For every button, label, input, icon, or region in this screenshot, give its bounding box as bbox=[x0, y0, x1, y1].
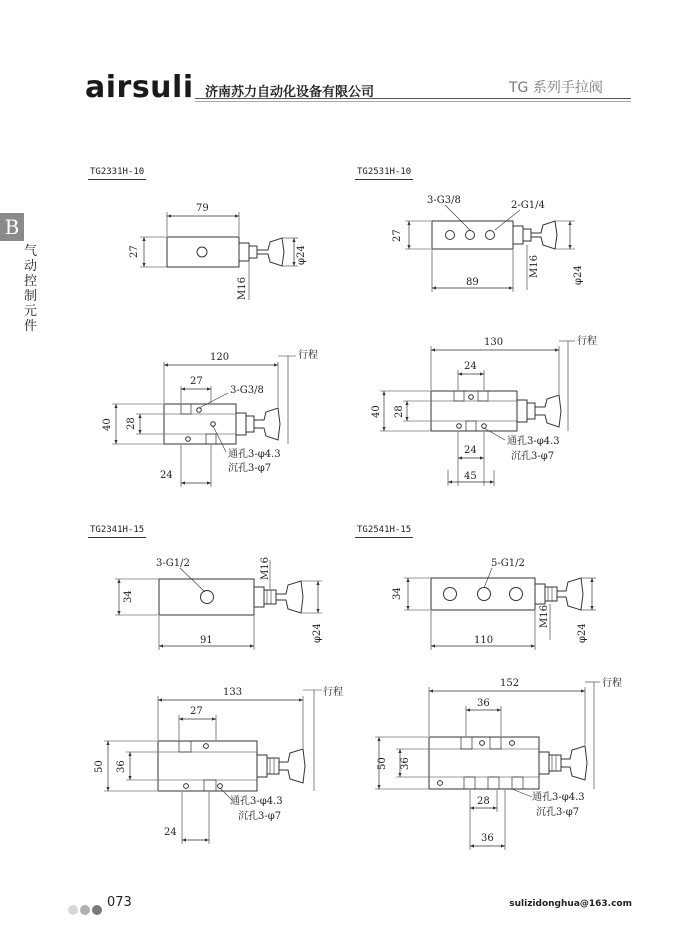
contact-email: sulizidonghua@163.com bbox=[509, 899, 632, 909]
dim-label: 沉孔3-φ7 bbox=[511, 451, 555, 462]
page-number: 073 bbox=[107, 895, 132, 910]
dim-label: 45 bbox=[464, 471, 477, 482]
dim-label: 行程 bbox=[602, 678, 622, 689]
dim-label: 130 bbox=[484, 337, 504, 348]
dim-label: 行程 bbox=[323, 687, 343, 698]
dim-label: 3-G1/2 bbox=[156, 558, 190, 569]
footer-dot-mid bbox=[80, 905, 90, 915]
dim-label: 110 bbox=[474, 635, 494, 646]
dim-label: 27 bbox=[392, 229, 403, 242]
dim-label: 36 bbox=[477, 698, 490, 709]
section-tab-text: 气动控制元件 bbox=[24, 244, 38, 334]
dim-label: M16 bbox=[529, 255, 540, 278]
dim-label: φ24 bbox=[296, 245, 307, 265]
dim-label: φ24 bbox=[577, 623, 588, 643]
dim-label: 24 bbox=[160, 470, 173, 481]
dim-label: 28 bbox=[394, 405, 405, 418]
brand-logo: airsuli bbox=[85, 70, 194, 105]
dim-label: 行程 bbox=[298, 350, 318, 361]
dim-label: 40 bbox=[102, 418, 113, 431]
dim-label: 通孔3-φ4.3 bbox=[230, 796, 283, 807]
dim-label: 120 bbox=[210, 352, 230, 363]
dim-label: 91 bbox=[200, 635, 213, 646]
dim-label: 3-G3/8 bbox=[427, 195, 461, 206]
drawing-tg2331-top bbox=[140, 212, 298, 300]
dim-label: 152 bbox=[500, 678, 520, 689]
dim-label: 27 bbox=[190, 376, 203, 387]
series-title: TG 系列手拉阀 bbox=[509, 80, 603, 96]
model-label-tg2341: TG2341H-15 bbox=[88, 524, 146, 538]
dim-label: 24 bbox=[464, 445, 477, 456]
dim-label: 36 bbox=[400, 757, 411, 770]
drawing-tg2531-front bbox=[380, 341, 575, 486]
dim-label: φ24 bbox=[312, 623, 323, 643]
dim-label: 36 bbox=[481, 833, 494, 844]
dim-label: 24 bbox=[464, 361, 477, 372]
dim-label: 36 bbox=[116, 760, 127, 773]
footer-dot-dark bbox=[92, 905, 102, 915]
section-tab-letter: B bbox=[0, 213, 24, 241]
dim-label: 40 bbox=[371, 405, 382, 418]
dim-label: 27 bbox=[129, 245, 140, 258]
footer-dot-light bbox=[68, 905, 78, 915]
company-name: 济南苏力自动化设备有限公司 bbox=[205, 85, 375, 100]
dim-label: 133 bbox=[223, 687, 243, 698]
dim-label: 3-G3/8 bbox=[230, 385, 264, 396]
model-label-tg2331: TG2331H-10 bbox=[88, 166, 146, 180]
dim-label: 28 bbox=[477, 796, 490, 807]
dim-label: 沉孔3-φ7 bbox=[238, 811, 282, 822]
dim-label: φ24 bbox=[573, 265, 584, 285]
dim-label: M16 bbox=[237, 277, 248, 300]
drawing-tg2531-top bbox=[405, 205, 575, 292]
dim-label: 通孔3-φ4.3 bbox=[507, 436, 560, 447]
dim-label: 34 bbox=[123, 590, 134, 603]
drawing-tg2341-front bbox=[104, 690, 322, 844]
dim-label: 行程 bbox=[577, 336, 597, 347]
dim-label: 5-G1/2 bbox=[491, 558, 525, 569]
dim-label: 沉孔3-φ7 bbox=[228, 463, 272, 474]
dim-label: M16 bbox=[539, 605, 550, 628]
dim-label: 沉孔3-φ7 bbox=[536, 807, 580, 818]
dim-label: 89 bbox=[466, 277, 479, 288]
dim-label: 28 bbox=[126, 417, 137, 430]
footer-dots bbox=[68, 899, 104, 918]
dim-label: 通孔3-φ4.3 bbox=[532, 792, 585, 803]
dim-label: 50 bbox=[377, 757, 388, 770]
dim-label: 2-G1/4 bbox=[511, 200, 545, 211]
dim-label: 27 bbox=[190, 706, 203, 717]
drawing-tg2541-top bbox=[404, 568, 596, 650]
dim-label: 通孔3-φ4.3 bbox=[228, 449, 281, 460]
model-label-tg2531: TG2531H-10 bbox=[355, 166, 413, 180]
dim-label: 50 bbox=[94, 760, 105, 773]
dim-label: 24 bbox=[164, 827, 177, 838]
model-label-tg2541: TG2541H-15 bbox=[355, 524, 413, 538]
dim-label: 34 bbox=[392, 587, 403, 600]
dim-label: 79 bbox=[196, 203, 209, 214]
drawing-tg2341-top bbox=[115, 560, 322, 650]
dim-label: M16 bbox=[260, 557, 271, 580]
